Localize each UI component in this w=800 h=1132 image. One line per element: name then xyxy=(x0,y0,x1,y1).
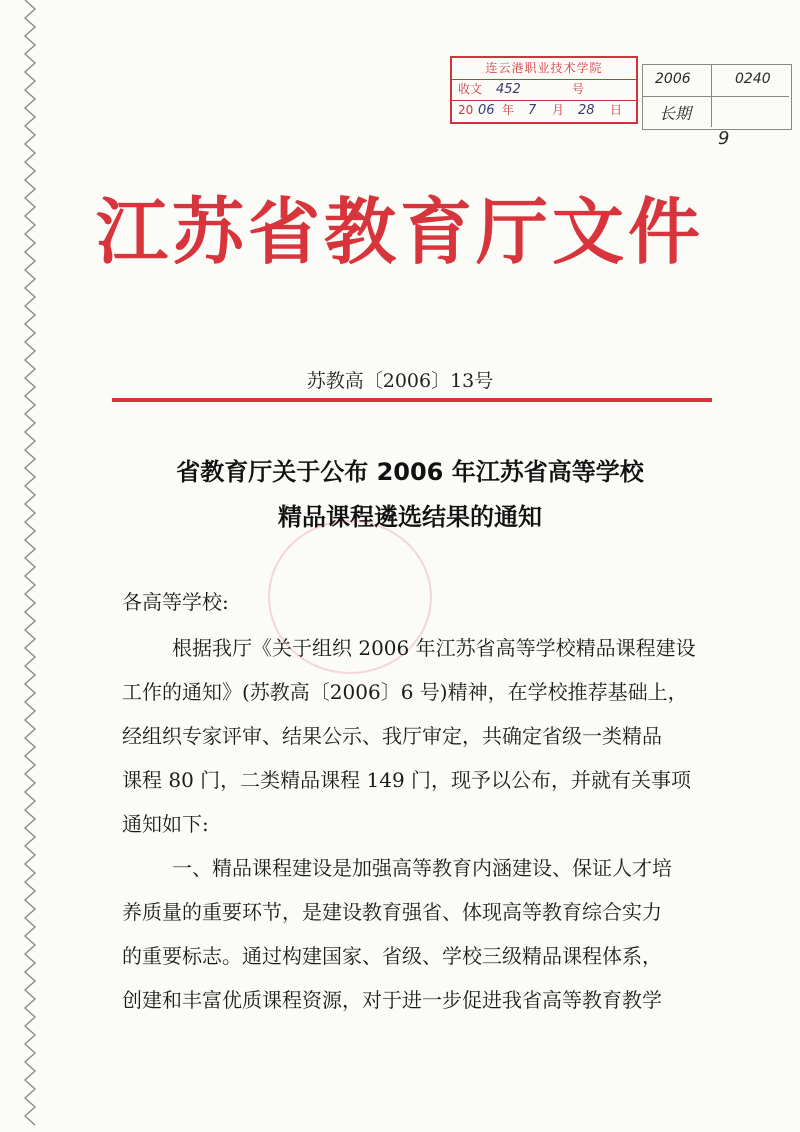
stamp-date-month: 7 xyxy=(528,103,537,118)
stamp-date-year-unit: 年 xyxy=(502,103,515,117)
body-line: 的重要标志。通过构建国家、省级、学校三级精品课程体系， xyxy=(122,944,662,968)
stamp-receive-row xyxy=(452,79,636,101)
stamp-date-month-unit: 月 xyxy=(552,103,565,117)
red-divider xyxy=(112,398,712,402)
archive-period: 长期 xyxy=(659,104,692,123)
archive-box xyxy=(642,64,792,130)
body-line: 通知如下: xyxy=(122,812,209,836)
body-line: 一、精品课程建设是加强高等教育内涵建设、保证人才培 xyxy=(172,856,672,880)
stamp-date-day: 28 xyxy=(578,103,595,118)
stamp-receive-unit: 号 xyxy=(572,82,585,96)
stamp-receive-label: 收文 xyxy=(458,82,483,96)
archive-volume: 9 xyxy=(718,128,730,149)
archive-file-no: 0240 xyxy=(735,71,771,87)
body-line: 创建和丰富优质课程资源，对于进一步促进我省高等教育教学 xyxy=(122,988,662,1012)
receipt-stamp xyxy=(450,56,638,124)
body-line: 根据我厅《关于组织 2006 年江苏省高等学校精品课程建设 xyxy=(172,636,696,660)
body-line: 工作的通知》(苏教高〔2006〕6 号)精神，在学校推荐基础上， xyxy=(122,680,688,704)
stamp-date-prefix: 20 xyxy=(458,103,474,117)
stamp-org: 连云港职业技术学院 xyxy=(452,58,636,80)
stamp-date-day-unit: 日 xyxy=(610,103,623,117)
archive-year: 2006 xyxy=(655,71,691,87)
body-line: 经组织专家评审、结果公示、我厅审定，共确定省级一类精品 xyxy=(122,724,662,748)
stamp-receive-number: 452 xyxy=(496,82,521,97)
body-line: 课程 80 门，二类精品课程 149 门，现予以公布，并就有关事项 xyxy=(122,768,692,792)
issuer-heading: 江苏省教育厅文件 xyxy=(95,189,704,274)
salutation: 各高等学校: xyxy=(122,590,229,614)
stamp-date-row xyxy=(452,100,636,121)
binding-edge xyxy=(22,0,38,1132)
stamp-date-year: 06 xyxy=(478,103,495,118)
document-number: 苏教高〔2006〕13号 xyxy=(306,370,494,392)
notice-title-line2: 精品课程遴选结果的通知 xyxy=(278,503,542,531)
notice-title-line1: 省教育厅关于公布 2006 年江苏省高等学校 xyxy=(176,458,644,486)
body-line: 养质量的重要环节，是建设教育强省、体现高等教育综合实力 xyxy=(122,900,662,924)
